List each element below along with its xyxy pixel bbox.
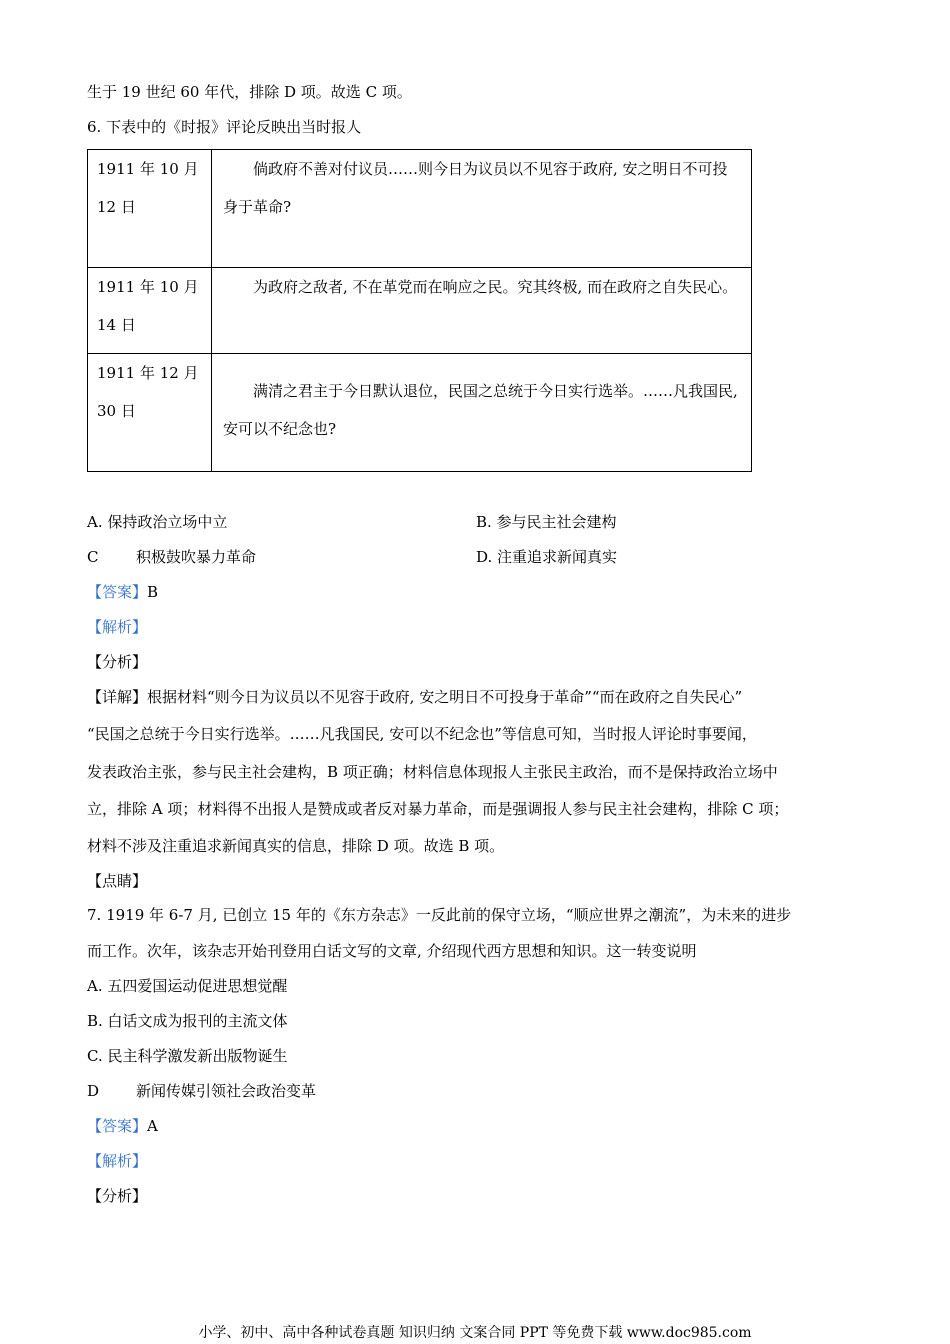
q6-xiangjie-line: 【详解】根据材料“则今日为议员以不见容于政府, 安之明日不可投身于革命”“而在政府之自失民心”: [87, 688, 743, 706]
q7-fenxi: 【分析】: [87, 1187, 148, 1205]
q6-option-c-text: 积极鼓吹暴力革命: [136, 548, 257, 566]
answer-tag: 【答案】: [87, 583, 148, 601]
q6-xiangjie-line: “民国之总统于今日实行选举。……凡我国民, 安可以不纪念也”等信息可知，当时报人评论时事要闻，: [87, 725, 757, 743]
q7-option-a: A. 五四爱国运动促进思想觉醒: [87, 977, 288, 995]
table-row: [88, 268, 752, 354]
text-line: 生于 19 世纪 60 年代，排除 D 项。故选 C 项。: [87, 83, 412, 101]
q6-jiexi: 【解析】: [87, 618, 148, 636]
table-quote: 满清之君主于今日默认退位，民国之总统于今日实行选举。……凡我国民, 安可以不纪念也?: [223, 382, 738, 438]
q6-fenxi: 【分析】: [87, 653, 148, 671]
q6-xiangjie-line: 材料不涉及注重追求新闻真实的信息，排除 D 项。故选 B 项。: [87, 837, 505, 855]
q7-option-c: C. 民主科学激发新出版物诞生: [87, 1047, 288, 1065]
q7-option-b: B. 白话文成为报刊的主流文体: [87, 1012, 288, 1030]
question-7-stem: 而工作。次年，该杂志开始刊登用白话文写的文章, 介绍现代西方思想和知识。这一转变说明: [87, 942, 697, 960]
table-text-cell: [212, 150, 752, 268]
q6-dianjing: 【点睛】: [87, 872, 148, 890]
table-row: [88, 150, 752, 268]
question-7-stem: 7. 1919 年 6-7 月, 已创立 15 年的《东方杂志》一反此前的保守立场，“顺应世界之潮流”，为未来的进步: [87, 906, 792, 924]
q6-xiangjie-line: 发表政治主张，参与民主社会建构，B 项正确；材料信息体现报人主张民主政治，而不是保持政治立场中: [87, 763, 778, 781]
q6-answer: [87, 582, 158, 602]
question-6-stem: 6. 下表中的《时报》评论反映出当时报人: [87, 118, 362, 136]
q7-jiexi: 【解析】: [87, 1152, 148, 1170]
question-6-table: [87, 149, 752, 472]
table-text-cell: [212, 268, 752, 354]
table-date-cell: 1911 年 12 月 30 日: [88, 354, 212, 472]
q7-option-d-text: 新闻传媒引领社会政治变革: [136, 1082, 317, 1100]
answer-value: B: [147, 583, 159, 601]
table-text-cell: [212, 354, 752, 472]
q7-option-d-letter: D: [87, 1082, 100, 1100]
answer-tag: 【答案】: [87, 1117, 148, 1135]
q6-option-d: D. 注重追求新闻真实: [476, 548, 618, 566]
table-row: [88, 354, 752, 472]
table-quote: 倘政府不善对付议员……则今日为议员以不见容于政府, 安之明日不可投身于革命?: [223, 160, 728, 216]
table-date-cell: 1911 年 10 月 12 日: [88, 150, 212, 268]
table-date-cell: 1911 年 10 月 14 日: [88, 268, 212, 354]
q6-option-c-letter: C: [87, 548, 99, 566]
answer-value: A: [147, 1117, 158, 1135]
page-footer: 小学、初中、高中各种试卷真题 知识归纳 文案合同 PPT 等免费下载 www.doc985.com: [198, 1325, 752, 1341]
q6-option-b: B. 参与民主社会建构: [476, 513, 617, 531]
q6-option-a: A. 保持政治立场中立: [87, 513, 228, 531]
q7-answer: [87, 1116, 158, 1136]
table-quote: 为政府之敌者, 不在革党而在响应之民。究其终极, 而在政府之自失民心。: [253, 278, 738, 296]
q6-xiangjie-line: 立，排除 A 项；材料得不出报人是赞成或者反对暴力革命，而是强调报人参与民主社会建构，排除 C 项；: [87, 800, 789, 818]
